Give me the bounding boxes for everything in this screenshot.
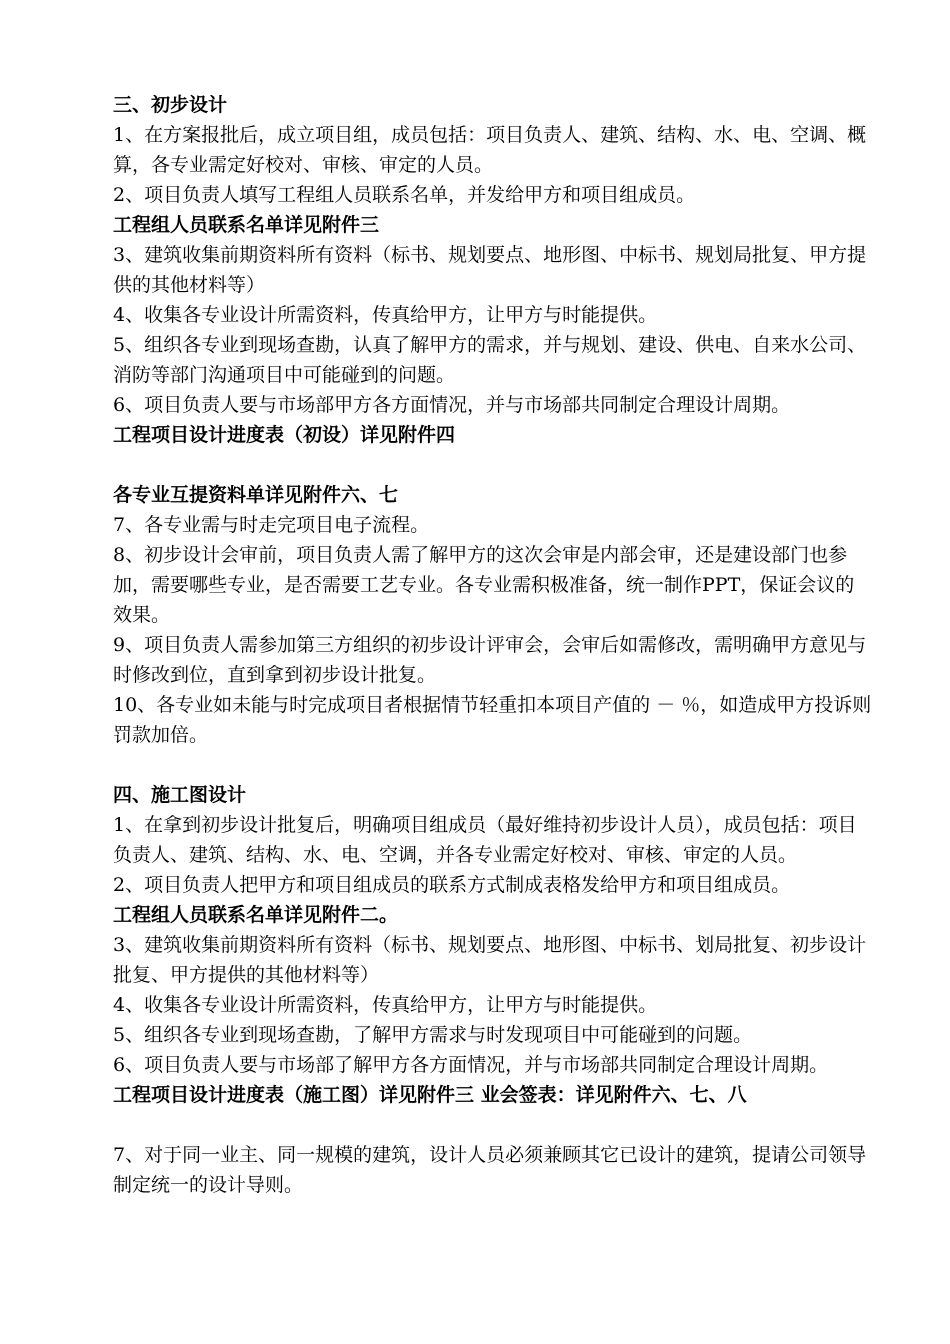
section-4-heading: 四、施工图设计 [113, 784, 247, 806]
section-4-item-1: 1、在拿到初步设计批复后，明确项目组成员（最好维持初步设计人员），成员包括：项目负责人、建筑、结构、水、电、空调，并各专业需定好校对、审核、审定的人员。 [113, 814, 857, 866]
section-3-item-7: 7、各专业需与时走完项目电子流程。 [113, 514, 430, 536]
section-3-item-6: 6、项目负责人要与市场部甲方各方面情况，并与市场部共同制定合理设计周期。 [113, 394, 791, 416]
paragraph-spacer [113, 1110, 873, 1140]
section-3-item-1: 1、在方案报批后，成立项目组，成员包括：项目负责人、建筑、结构、水、电、空调、概算，各专业需定好校对、审核、审定的人员。 [113, 124, 867, 176]
section-4-item-3: 3、建筑收集前期资料所有资料（标书、规划要点、地形图、中标书、划局批复、初步设计批复、甲方提供的其他材料等） [113, 934, 867, 986]
section-4-item-6: 6、项目负责人要与市场部了解甲方各方面情况，并与市场部共同制定合理设计周期。 [113, 1054, 829, 1076]
section-3-reference-contacts: 工程组人员联系名单详见附件三 [113, 214, 380, 236]
document-page [113, 90, 873, 1200]
section-3-item-3: 3、建筑收集前期资料所有资料（标书、规划要点、地形图、中标书、规划局批复、甲方提供的其他材料等） [113, 244, 867, 296]
section-4-item-7: 7、对于同一业主、同一规模的建筑，设计人员必须兼顾其它已设计的建筑，提请公司领导制定统一的设计导则。 [113, 1144, 867, 1196]
section-4-item-2: 2、项目负责人把甲方和项目组成员的联系方式制成表格发给甲方和项目组成员。 [113, 874, 791, 896]
section-3-item-9: 9、项目负责人需参加第三方组织的初步设计评审会，会审后如需修改，需明确甲方意见与时修改到位，直到拿到初步设计批复。 [113, 634, 867, 686]
section-3-heading: 三、初步设计 [113, 94, 228, 116]
paragraph-spacer [113, 450, 873, 480]
section-3-reference-schedule: 工程项目设计进度表（初设）详见附件四 [113, 424, 456, 446]
section-3-item-5: 5、组织各专业到现场查勘，认真了解甲方的需求，并与规划、建设、供电、自来水公司、消防等部门沟通项目中可能碰到的问题。 [113, 334, 867, 386]
section-4-reference-schedule: 工程项目设计进度表（施工图）详见附件三 业会签表：详见附件六、七、八 [113, 1084, 747, 1106]
section-3-item-4: 4、收集各专业设计所需资料，传真给甲方，让甲方与时能提供。 [113, 304, 658, 326]
paragraph-spacer [113, 750, 873, 780]
section-3-reference-data-sheets: 各专业互提资料单详见附件六、七 [113, 484, 399, 506]
section-4-item-4: 4、收集各专业设计所需资料，传真给甲方，让甲方与时能提供。 [113, 994, 658, 1016]
section-4-reference-contacts: 工程组人员联系名单详见附件二。 [113, 904, 399, 926]
section-3-item-8: 8、初步设计会审前，项目负责人需了解甲方的这次会审是内部会审，还是建设部门也参加，需要哪些专业，是否需要工艺专业。各专业需积极准备，统一制作PPT，保证会议的效果。 [113, 544, 855, 626]
section-3-item-2: 2、项目负责人填写工程组人员联系名单，并发给甲方和项目组成员。 [113, 184, 696, 206]
section-3-item-10: 10、各专业如未能与时完成项目者根据情节轻重扣本项目产值的 － ％，如造成甲方投诉则罚款加倍。 [113, 694, 872, 746]
section-4-item-5: 5、组织各专业到现场查勘，了解甲方需求与时发现项目中可能碰到的问题。 [113, 1024, 753, 1046]
